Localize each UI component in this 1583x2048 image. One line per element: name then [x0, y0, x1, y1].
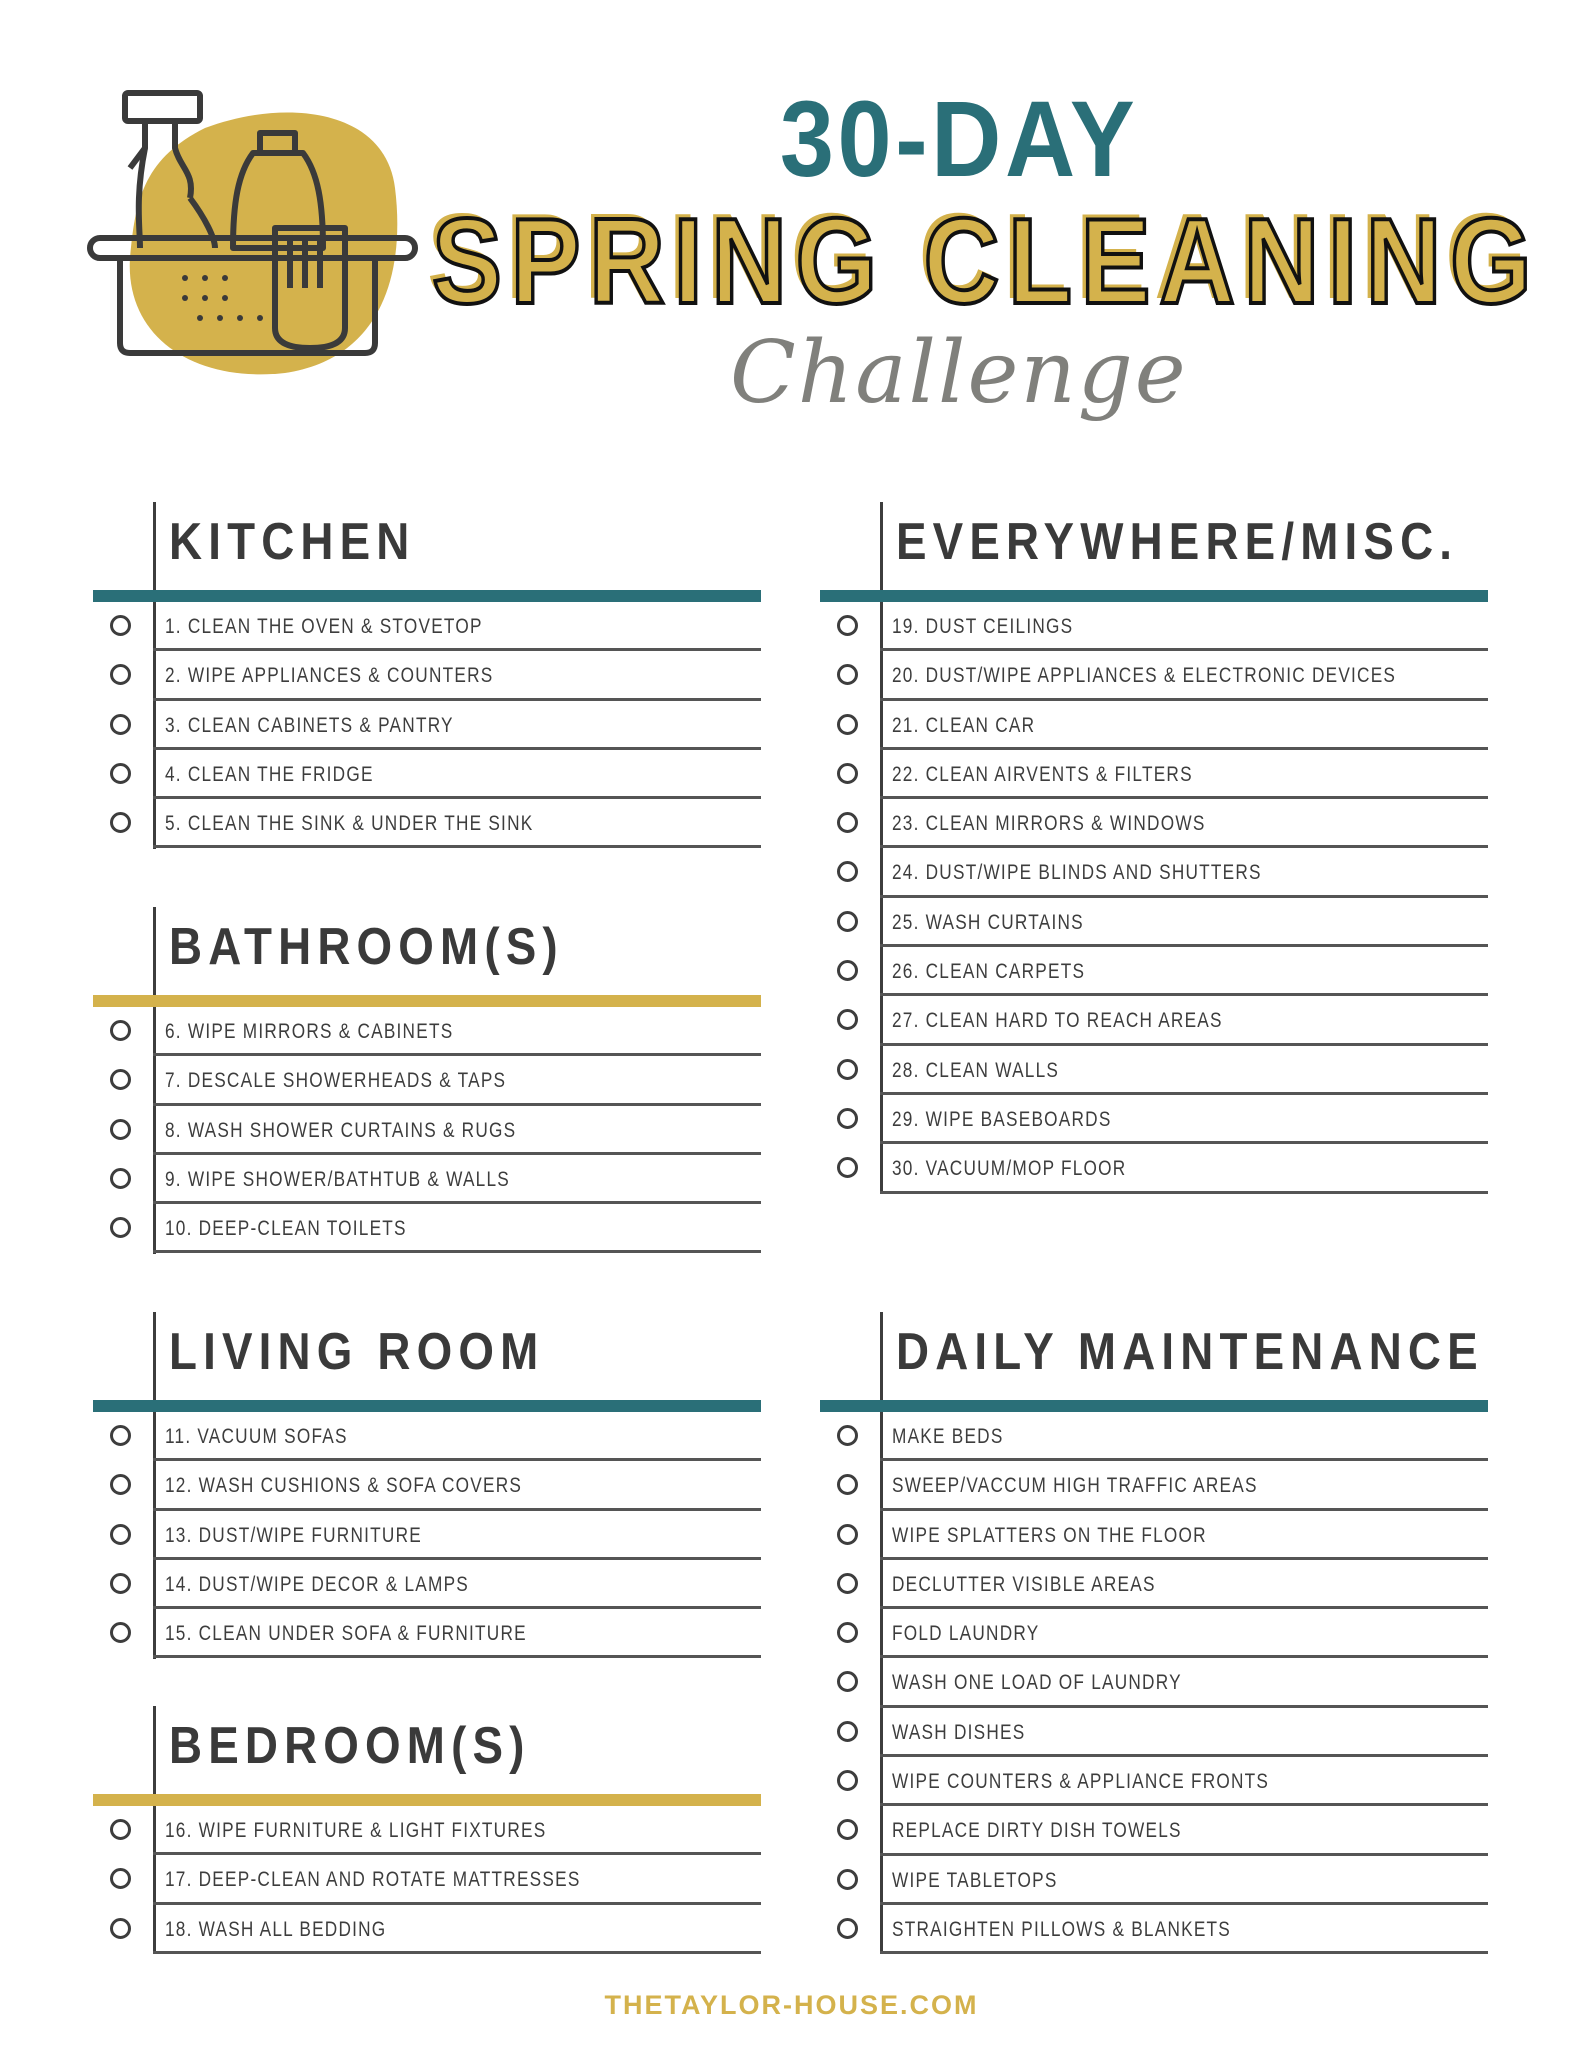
checklist-item-label: 11. VACUUM SOFAS	[165, 1425, 348, 1448]
checklist-item-label: STRAIGHTEN PILLOWS & BLANKETS	[892, 1917, 1232, 1941]
checklist-item-label: 3. CLEAN CABINETS & PANTRY	[165, 713, 454, 737]
checklist-item	[820, 651, 1488, 700]
checklist-item-label: 13. DUST/WIPE FURNITURE	[165, 1523, 422, 1547]
title-30-day: 30-DAY	[779, 78, 1139, 199]
checkbox-circle[interactable]	[837, 960, 858, 981]
checkbox-circle[interactable]	[837, 615, 858, 636]
section-header-bar	[93, 1400, 761, 1412]
checklist-item	[820, 1412, 1488, 1461]
checklist-item	[93, 1461, 761, 1510]
section-title: KITCHEN	[169, 513, 416, 571]
checklist-item-label: 29. WIPE BASEBOARDS	[892, 1107, 1112, 1131]
checklist-item-label: 19. DUST CEILINGS	[892, 615, 1074, 638]
row-divider	[153, 1250, 761, 1253]
checklist-item	[820, 1609, 1488, 1658]
checkbox-circle[interactable]	[110, 1119, 131, 1140]
checklist-item-label: 5. CLEAN THE SINK & UNDER THE SINK	[165, 812, 534, 836]
checklist-item	[820, 602, 1488, 651]
checklist-item-label: 16. WIPE FURNITURE & LIGHT FIXTURES	[165, 1819, 547, 1842]
checklist-item-label: WASH ONE LOAD OF LAUNDRY	[892, 1671, 1182, 1695]
checkbox-circle[interactable]	[110, 714, 131, 735]
checklist-item	[93, 799, 761, 848]
checkbox-circle[interactable]	[110, 1474, 131, 1495]
checkbox-circle[interactable]	[837, 714, 858, 735]
checklist-item-label: WIPE TABLETOPS	[892, 1868, 1058, 1892]
checklist-item-label: 10. DEEP-CLEAN TOILETS	[165, 1217, 407, 1241]
checklist-item	[820, 1095, 1488, 1144]
section-title: DAILY MAINTENANCE	[896, 1323, 1484, 1381]
checklist-item-label: 6. WIPE MIRRORS & CABINETS	[165, 1020, 454, 1043]
checklist-item	[93, 1560, 761, 1609]
checklist-item-label: 1. CLEAN THE OVEN & STOVETOP	[165, 615, 483, 638]
checkbox-circle[interactable]	[110, 1868, 131, 1889]
checklist-item	[93, 701, 761, 750]
checklist-item-label: SWEEP/VACCUM HIGH TRAFFIC AREAS	[892, 1474, 1258, 1498]
section-header-bar	[820, 1400, 1488, 1412]
section-title: BEDROOM(S)	[169, 1717, 531, 1775]
section-kitchen	[93, 502, 761, 849]
row-divider	[153, 845, 761, 848]
checkbox-circle[interactable]	[837, 1918, 858, 1939]
section-title: LIVING ROOM	[169, 1323, 545, 1381]
checklist-item	[820, 898, 1488, 947]
row-divider	[153, 1655, 761, 1658]
section-title: EVERYWHERE/MISC.	[896, 513, 1459, 571]
checklist-item	[820, 701, 1488, 750]
section-bathroom	[93, 907, 761, 1254]
checklist-item	[820, 848, 1488, 897]
checkbox-circle[interactable]	[837, 1425, 858, 1446]
checkbox-circle[interactable]	[837, 861, 858, 882]
checklist-item	[93, 1511, 761, 1560]
checkbox-circle[interactable]	[110, 1622, 131, 1643]
checklist-item	[93, 1412, 761, 1461]
checkbox-circle[interactable]	[837, 1721, 858, 1742]
checklist-item	[820, 1046, 1488, 1095]
row-divider	[880, 1951, 1488, 1954]
section-header-bar	[93, 1794, 761, 1806]
checklist-item-label: 30. VACUUM/MOP FLOOR	[892, 1157, 1127, 1181]
checkbox-circle[interactable]	[837, 1157, 858, 1178]
checklist-item	[93, 1155, 761, 1204]
checkbox-circle[interactable]	[837, 1108, 858, 1129]
checklist-item	[820, 1708, 1488, 1757]
checkbox-circle[interactable]	[837, 1869, 858, 1890]
checklist-item	[93, 1106, 761, 1155]
checklist-item-label: 23. CLEAN MIRRORS & WINDOWS	[892, 812, 1206, 836]
checklist-item	[820, 1757, 1488, 1806]
checkbox-circle[interactable]	[837, 1474, 858, 1495]
checkbox-circle[interactable]	[110, 1020, 131, 1041]
checklist-item-label: 26. CLEAN CARPETS	[892, 960, 1086, 984]
checklist-item-label: WIPE SPLATTERS ON THE FLOOR	[892, 1523, 1207, 1547]
checklist-item-label: 24. DUST/WIPE BLINDS AND SHUTTERS	[892, 861, 1262, 885]
checklist-item-label: 28. CLEAN WALLS	[892, 1058, 1060, 1082]
checklist-item-label: 2. WIPE APPLIANCES & COUNTERS	[165, 664, 494, 688]
section-title: BATHROOM(S)	[169, 918, 564, 976]
checklist-item	[93, 750, 761, 799]
checklist-item-label: 8. WASH SHOWER CURTAINS & RUGS	[165, 1118, 517, 1142]
checkbox-circle[interactable]	[837, 664, 858, 685]
section-daily-maintenance	[820, 1312, 1488, 1954]
checklist-item	[820, 1461, 1488, 1510]
checklist-item	[820, 1511, 1488, 1560]
checklist-item-label: 4. CLEAN THE FRIDGE	[165, 762, 374, 786]
checkbox-circle[interactable]	[837, 1671, 858, 1692]
checklist-item-label: WASH DISHES	[892, 1720, 1026, 1744]
checkbox-circle[interactable]	[837, 763, 858, 784]
checklist-item-label: DECLUTTER VISIBLE AREAS	[892, 1572, 1156, 1596]
checklist-item	[93, 1855, 761, 1904]
checkbox-circle[interactable]	[110, 1819, 131, 1840]
checklist-item-label: 12. WASH CUSHIONS & SOFA COVERS	[165, 1474, 523, 1498]
checklist-item	[820, 1658, 1488, 1707]
checklist-item-label: 15. CLEAN UNDER SOFA & FURNITURE	[165, 1622, 527, 1646]
checkbox-circle[interactable]	[110, 1918, 131, 1939]
checklist-item	[820, 1806, 1488, 1855]
checkbox-circle[interactable]	[110, 1168, 131, 1189]
checklist-item-label: 21. CLEAN CAR	[892, 713, 1036, 737]
checkbox-circle[interactable]	[837, 1819, 858, 1840]
checklist-item	[820, 1856, 1488, 1905]
title-spring-cleaning: SPRING CLEANING	[432, 193, 1541, 329]
checkbox-circle[interactable]	[110, 664, 131, 685]
row-divider	[153, 1951, 761, 1954]
checklist-item-label: 22. CLEAN AIRVENTS & FILTERS	[892, 762, 1193, 786]
row-divider	[880, 1191, 1488, 1194]
checklist-item-label: 25. WASH CURTAINS	[892, 910, 1084, 934]
section-everywhere-misc	[820, 502, 1488, 1194]
footer-website[interactable]: THETAYLOR-HOUSE.COM	[604, 1990, 979, 2020]
checkbox-circle[interactable]	[837, 1059, 858, 1080]
checkbox-circle[interactable]	[110, 615, 131, 636]
checkbox-circle[interactable]	[837, 911, 858, 932]
checklist-item	[93, 1806, 761, 1855]
checkbox-circle[interactable]	[110, 763, 131, 784]
checkbox-circle[interactable]	[837, 1524, 858, 1545]
checklist-item	[820, 1144, 1488, 1193]
checklist-item-label: 14. DUST/WIPE DECOR & LAMPS	[165, 1572, 470, 1596]
checklist-item	[93, 602, 761, 651]
checkbox-circle[interactable]	[110, 1524, 131, 1545]
checklist-item	[820, 750, 1488, 799]
checklist-item	[93, 1905, 761, 1954]
section-living-room	[93, 1312, 761, 1659]
checklist-item-label: MAKE BEDS	[892, 1425, 1004, 1448]
title-challenge: Challenge	[730, 323, 1188, 423]
checklist-item	[93, 1007, 761, 1056]
checklist-item-label: 27. CLEAN HARD TO REACH AREAS	[892, 1009, 1223, 1033]
checkbox-circle[interactable]	[110, 1069, 131, 1090]
checklist-item-label: 17. DEEP-CLEAN AND ROTATE MATTRESSES	[165, 1868, 581, 1892]
checklist-item-label: 9. WIPE SHOWER/BATHTUB & WALLS	[165, 1167, 511, 1191]
checklist-item-label: FOLD LAUNDRY	[892, 1622, 1040, 1646]
checkbox-circle[interactable]	[110, 1425, 131, 1446]
checklist-item-label: 7. DESCALE SHOWERHEADS & TAPS	[165, 1069, 507, 1093]
checklist-item	[93, 1204, 761, 1253]
checklist-item-label: WIPE COUNTERS & APPLIANCE FRONTS	[892, 1770, 1270, 1794]
checklist-item-label: 20. DUST/WIPE APPLIANCES & ELECTRONIC DEVICES	[892, 664, 1397, 688]
section-bedroom	[93, 1706, 761, 1954]
checklist-item-label: 18. WASH ALL BEDDING	[165, 1917, 387, 1941]
checklist-item	[93, 1056, 761, 1105]
checklist-item	[820, 1905, 1488, 1954]
checkbox-circle[interactable]	[837, 1622, 858, 1643]
checkbox-circle[interactable]	[837, 1573, 858, 1594]
checkbox-circle[interactable]	[110, 1217, 131, 1238]
checklist-item	[93, 1609, 761, 1658]
section-header-bar	[820, 590, 1488, 602]
checklist-item	[820, 799, 1488, 848]
checkbox-circle[interactable]	[837, 1770, 858, 1791]
section-header-bar	[93, 995, 761, 1007]
checkbox-circle[interactable]	[110, 1573, 131, 1594]
checkbox-circle[interactable]	[837, 812, 858, 833]
checklist-item	[820, 947, 1488, 996]
checklist-item	[820, 1560, 1488, 1609]
checklist-item	[93, 651, 761, 700]
checkbox-circle[interactable]	[110, 812, 131, 833]
section-header-bar	[93, 590, 761, 602]
checklist-item-label: REPLACE DIRTY DISH TOWELS	[892, 1819, 1182, 1843]
checkbox-circle[interactable]	[837, 1009, 858, 1030]
checklist-item	[820, 996, 1488, 1045]
